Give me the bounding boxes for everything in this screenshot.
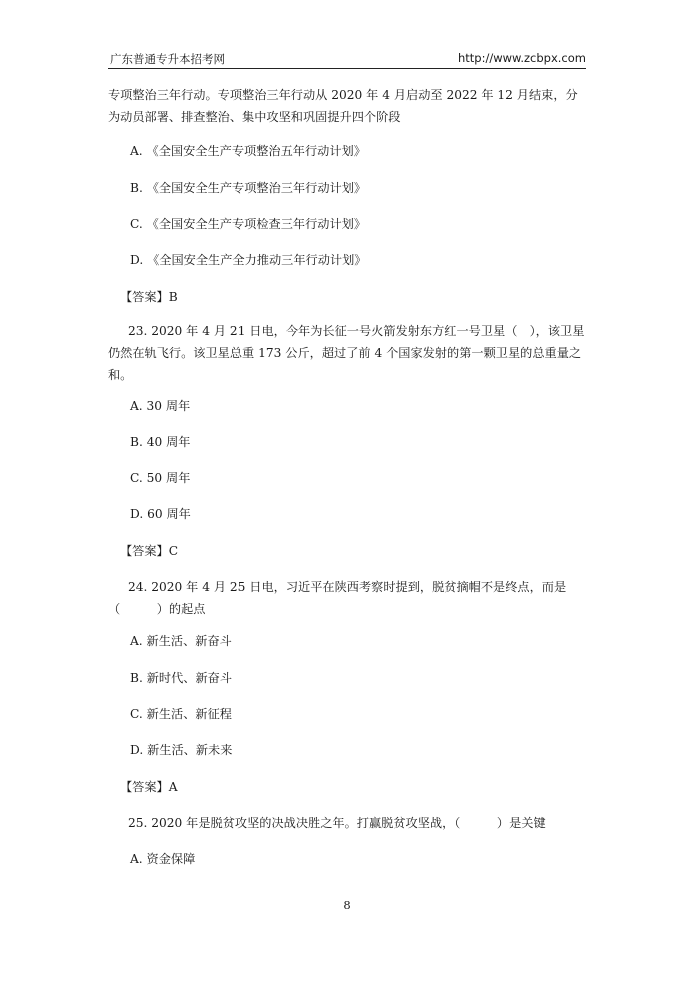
q23-option-a: A. 30 周年 <box>130 399 191 413</box>
intro-paragraph: 专项整治三年行动。专项整治三年行动从 2020 年 4 月启动至 2022 年 12 月结束，分为动员部署、排查整治、集中攻坚和巩固提升四个阶段 <box>108 88 578 124</box>
page-header <box>108 48 586 69</box>
q22-option-c: C. 《全国安全生产专项检查三年行动计划》 <box>130 217 367 231</box>
header-url[interactable]: http://www.zcbpx.com <box>457 51 586 65</box>
q23-option-d: D. 60 周年 <box>130 507 191 521</box>
q23-answer: 【答案】C <box>120 544 179 558</box>
q23-question: 23. 2020 年 4 月 21 日电，今年为长征一号火箭发射东方红一号卫星（ ），该卫星仍然在轨飞行。该卫星总重 173 公斤，超过了前 4 个国家发射的第一颗卫星的总重量之和。 <box>108 324 585 382</box>
q23-option-b: B. 40 周年 <box>130 435 191 449</box>
q25-option-a: A. 资金保障 <box>130 852 196 866</box>
page-number: 8 <box>343 898 351 912</box>
q25-question: 25. 2020 年是脱贫攻坚的决战决胜之年。打赢脱贫攻坚战，（ ）是关键 <box>128 816 546 830</box>
q24-option-a: A. 新生活、新奋斗 <box>130 634 232 648</box>
q22-option-a: A. 《全国安全生产专项整治五年行动计划》 <box>130 144 366 158</box>
q24-question: 24. 2020 年 4 月 25 日电，习近平在陕西考察时提到，脱贫摘帽不是终点，而是（ ）的起点 <box>108 580 567 616</box>
q22-option-d: D. 《全国安全生产全力推动三年行动计划》 <box>130 253 367 267</box>
header-site-name: 广东普通专升本招考网 <box>110 52 225 66</box>
q24-answer: 【答案】A <box>120 780 178 794</box>
q22-option-b: B. 《全国安全生产专项整治三年行动计划》 <box>130 181 367 195</box>
q23-option-c: C. 50 周年 <box>130 471 191 485</box>
q22-answer: 【答案】B <box>120 290 178 304</box>
q24-option-d: D. 新生活、新未来 <box>130 743 233 757</box>
q24-option-c: C. 新生活、新征程 <box>130 707 232 721</box>
q24-option-b: B. 新时代、新奋斗 <box>130 671 233 685</box>
